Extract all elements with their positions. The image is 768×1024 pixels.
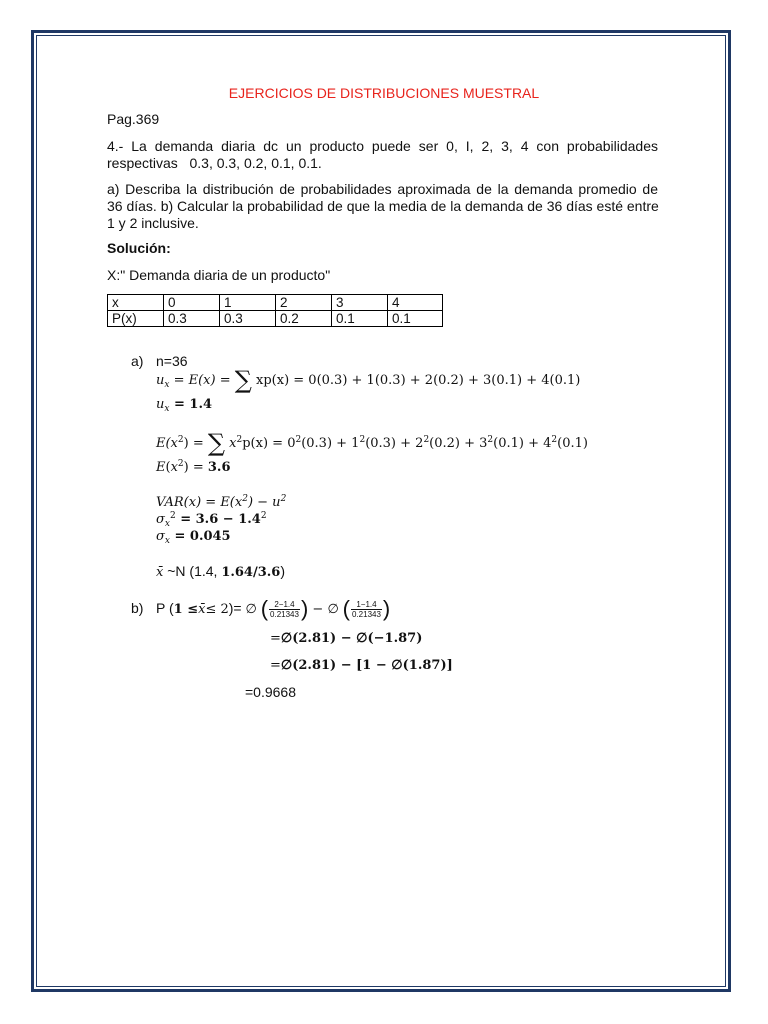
prob-condition-2: ≤ 2	[205, 602, 229, 617]
table-cell: 3	[332, 295, 388, 311]
phi-symbol: ∅	[280, 658, 293, 673]
variance-expression: = 3.6 − 1.4	[175, 512, 261, 527]
second-moment-formula: $E(x^2)$ = ∑ $x^2p(x) = 0^2(0.3) + 1^2(0.3) + 2^2(0.2) + 3^2(0.1) + 4^2(0.1)$	[156, 429, 588, 457]
table-cell: 0.3	[164, 311, 220, 327]
page-border	[31, 30, 731, 992]
step2-expression-end: (−1.87)	[367, 631, 423, 646]
summation-symbol: ∑	[207, 429, 226, 457]
ex2-expansion: p(x) = 0	[242, 436, 296, 451]
document-title: EJERCICIOS DE DISTRIBUCIONES MUESTRAL	[228, 85, 540, 101]
question-line-1: a) Describa la distribución de probabilidades aproximada de la demanda promedio de	[107, 181, 658, 197]
table-cell: 2	[276, 295, 332, 311]
table-cell: P(x)	[108, 311, 164, 327]
mean-result	[156, 397, 212, 412]
variable-definition: X:" Demanda diaria de un producto"	[107, 267, 331, 283]
part-b-label: b)	[131, 600, 144, 616]
variance-value: $\sigma_x^2 = 3.6 - 1.4^2$	[156, 511, 267, 529]
probability-table	[107, 294, 443, 327]
solution-heading: Solución:	[107, 240, 171, 256]
equals-sign: =	[270, 658, 281, 673]
probability-step-2	[270, 631, 422, 646]
prob-start: P (	[156, 600, 174, 616]
phi-symbol: ∅	[356, 631, 368, 646]
table-cell: 4	[388, 295, 443, 311]
probability-formula: P (1 ≤x̄≤ 2)= ∅ ( $\frac{2-1.4}{0.21343}$ ) − ∅ ( $\frac{1-1.4}{0.21343}$ )	[156, 596, 391, 621]
distribution-close: )	[280, 563, 286, 579]
mean-subscript: x	[164, 404, 170, 414]
variance-lhs: VAR(x) = E(x	[156, 495, 243, 510]
prob-end: )=	[228, 600, 246, 616]
ex2-term: (0.2) + 3	[429, 436, 488, 451]
equals-sign: =	[270, 631, 281, 646]
std-dev-value: $\sigma_x = 0.045$	[156, 529, 231, 546]
xbar-symbol: x̄	[198, 602, 206, 617]
step2-expression: (2.81) −	[292, 631, 357, 646]
mean-formula	[156, 366, 581, 394]
table-cell: 0.3	[220, 311, 276, 327]
step3-expression: (2.81) − [1 −	[292, 658, 392, 673]
mean-symbol: u	[156, 373, 165, 388]
sampling-distribution	[156, 563, 285, 580]
question-line-2: 36 días. b) Calcular la probabilidad de que la media de la demanda de 36 días esté entre	[107, 198, 659, 214]
mean-subscript: x	[164, 380, 170, 390]
table-cell: x	[108, 295, 164, 311]
phi-symbol: ∅	[391, 658, 403, 673]
phi-symbol: ∅	[245, 602, 257, 617]
mean-expansion: xp(x) = 0(0.3) + 1(0.3) + 2(0.2) + 3(0.1) + 4(0.1)	[256, 373, 581, 388]
xbar-symbol: x̄	[156, 565, 164, 580]
mean-value: = 1.4	[169, 397, 213, 412]
table-cell: 0.2	[276, 311, 332, 327]
distribution-text: ~N (1.4,	[163, 563, 222, 579]
question-line-3: 1 y 2 inclusive.	[107, 215, 199, 231]
ex2-term: (0.3) + 1	[301, 436, 360, 451]
fraction-numerator: 2−1.4	[269, 600, 300, 610]
table-row	[108, 311, 443, 327]
fraction-numerator: 1−1.4	[351, 600, 382, 610]
phi-symbol: ∅	[280, 631, 293, 646]
mean-symbol: u	[156, 397, 165, 412]
variance-formula: $VAR(x) = E(x^2) - u^2$	[156, 494, 287, 510]
phi-symbol: ∅	[327, 602, 339, 617]
table-cell: 1	[220, 295, 276, 311]
table-row	[108, 295, 443, 311]
ex2-term: (0.1)	[557, 436, 588, 451]
table-cell: 0	[164, 295, 220, 311]
problem-line-1: 4.- La demanda diaria dc un producto puede ser 0, I, 2, 3, 4 con probabilidades	[107, 138, 658, 154]
page-reference: Pag.369	[107, 111, 160, 127]
mean-eq: = E(x) =	[169, 373, 235, 388]
ex2-value: 3.6	[207, 460, 231, 475]
final-result: =0.9668	[245, 684, 296, 700]
summation-symbol: ∑	[234, 366, 252, 394]
minus-sign: −	[308, 602, 328, 617]
second-moment-result: $E(x^2) = 3.6$	[156, 459, 231, 475]
sample-size: n=36	[156, 353, 188, 369]
distribution-parameter: 1.64/3.6	[221, 565, 281, 580]
prob-condition: 1 ≤	[173, 602, 199, 617]
ex2-lhs: E(x	[156, 436, 178, 451]
problem-line-2: respectivas 0.3, 0.3, 0.2, 0.1, 0.1.	[107, 155, 322, 171]
std-dev-expression: = 0.045	[169, 529, 231, 544]
part-a-label: a)	[131, 353, 144, 369]
step3-expression-end: (1.87)]	[402, 658, 453, 673]
fraction-denominator: 0.21343	[270, 609, 299, 619]
ex2-term: (0.3) + 2	[365, 436, 424, 451]
table-cell: 0.1	[332, 311, 388, 327]
table-cell: 0.1	[388, 311, 443, 327]
ex2-term: (0.1) + 4	[493, 436, 552, 451]
fraction-denominator: 0.21343	[352, 609, 381, 619]
variance-rhs: ) − u	[247, 495, 281, 510]
probability-step-3	[270, 658, 453, 673]
